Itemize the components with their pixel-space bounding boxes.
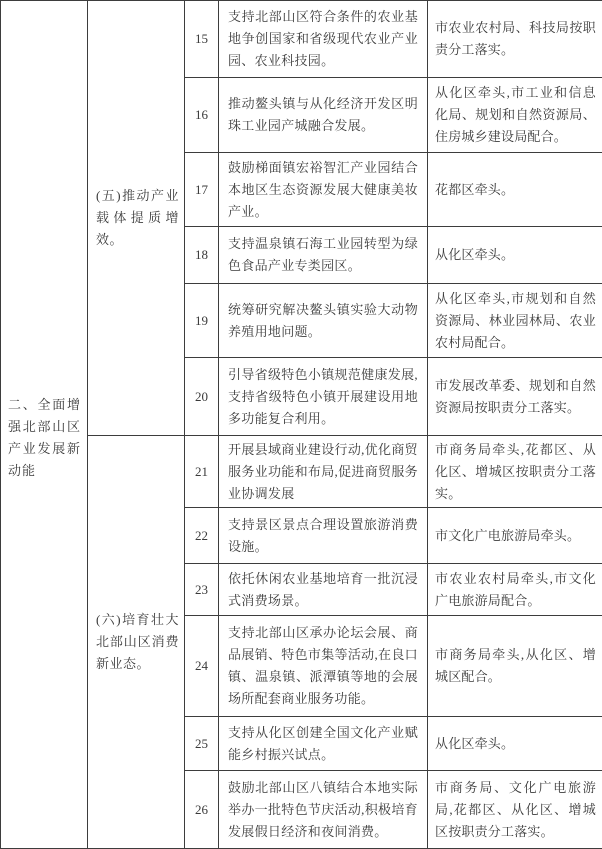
responsibility-cell: 市商务局牵头,从化区、增城区配合。 xyxy=(428,616,602,717)
row-number: 20 xyxy=(185,358,219,436)
responsibility-cell: 从化区牵头。 xyxy=(428,227,602,284)
row-number: 17 xyxy=(185,153,219,227)
responsibility-cell: 市商务局牵头,花都区、从化区、增城区按职责分工落实。 xyxy=(428,436,602,508)
task-cell: 鼓励北部山区八镇结合本地实际举办一批特色节庆活动,积极培育发展假日经济和夜间消费。 xyxy=(219,771,428,849)
responsibility-cell: 市文化广电旅游局牵头。 xyxy=(428,508,602,564)
task-cell: 统筹研究解决鳌头镇实验大动物养殖用地问题。 xyxy=(219,284,428,358)
row-number: 18 xyxy=(185,227,219,284)
task-cell: 鼓励梯面镇宏裕智汇产业园结合本地区生态资源发展大健康美妆产业。 xyxy=(219,153,428,227)
section-header-cell: 二、全面增强北部山区产业发展新动能 xyxy=(1,1,88,849)
row-number: 23 xyxy=(185,564,219,616)
row-number: 19 xyxy=(185,284,219,358)
row-number: 21 xyxy=(185,436,219,508)
row-number: 26 xyxy=(185,771,219,849)
responsibility-cell: 花都区牵头。 xyxy=(428,153,602,227)
task-cell: 开展县域商业建设行动,优化商贸服务业功能和布局,促进商贸服务业协调发展 xyxy=(219,436,428,508)
row-number: 15 xyxy=(185,1,219,78)
task-cell: 支持北部山区承办论坛会展、商品展销、特色市集等活动,在良口镇、温泉镇、派潭镇等地的会展场所配套商业服务功能。 xyxy=(219,616,428,717)
group-header-cell-6: (六)培育壮大北部山区消费新业态。 xyxy=(88,436,185,849)
responsibility-cell: 市农业农村局牵头,市文化广电旅游局配合。 xyxy=(428,564,602,616)
task-cell: 支持景区景点合理设置旅游消费设施。 xyxy=(219,508,428,564)
table-row xyxy=(1,436,602,508)
responsibility-cell: 从化区牵头,市规划和自然资源局、林业园林局、农业农村局配合。 xyxy=(428,284,602,358)
row-number: 24 xyxy=(185,616,219,717)
responsibility-cell: 市发展改革委、规划和自然资源局按职责分工落实。 xyxy=(428,358,602,436)
table-row xyxy=(1,1,602,78)
task-cell: 支持从化区创建全国文化产业赋能乡村振兴试点。 xyxy=(219,717,428,771)
task-cell: 支持温泉镇石海工业园转型为绿色食品产业专类园区。 xyxy=(219,227,428,284)
task-cell: 引导省级特色小镇规范健康发展,支持省级特色小镇开展建设用地多功能复合利用。 xyxy=(219,358,428,436)
responsibility-cell: 市商务局、文化广电旅游局,花都区、从化区、增城区按职责分工落实。 xyxy=(428,771,602,849)
row-number: 25 xyxy=(185,717,219,771)
task-cell: 依托休闲农业基地培育一批沉浸式消费场景。 xyxy=(219,564,428,616)
task-cell: 支持北部山区符合条件的农业基地争创国家和省级现代农业产业园、农业科技园。 xyxy=(219,1,428,78)
task-cell: 推动鳌头镇与从化经济开发区明珠工业园产城融合发展。 xyxy=(219,78,428,153)
row-number: 16 xyxy=(185,78,219,153)
responsibility-cell: 从化区牵头。 xyxy=(428,717,602,771)
group-header-cell-5: (五)推动产业载体提质增效。 xyxy=(88,1,185,436)
responsibility-cell: 从化区牵头,市工业和信息化局、规划和自然资源局、住房城乡建设局配合。 xyxy=(428,78,602,153)
row-number: 22 xyxy=(185,508,219,564)
responsibility-cell: 市农业农村局、科技局按职责分工落实。 xyxy=(428,1,602,78)
